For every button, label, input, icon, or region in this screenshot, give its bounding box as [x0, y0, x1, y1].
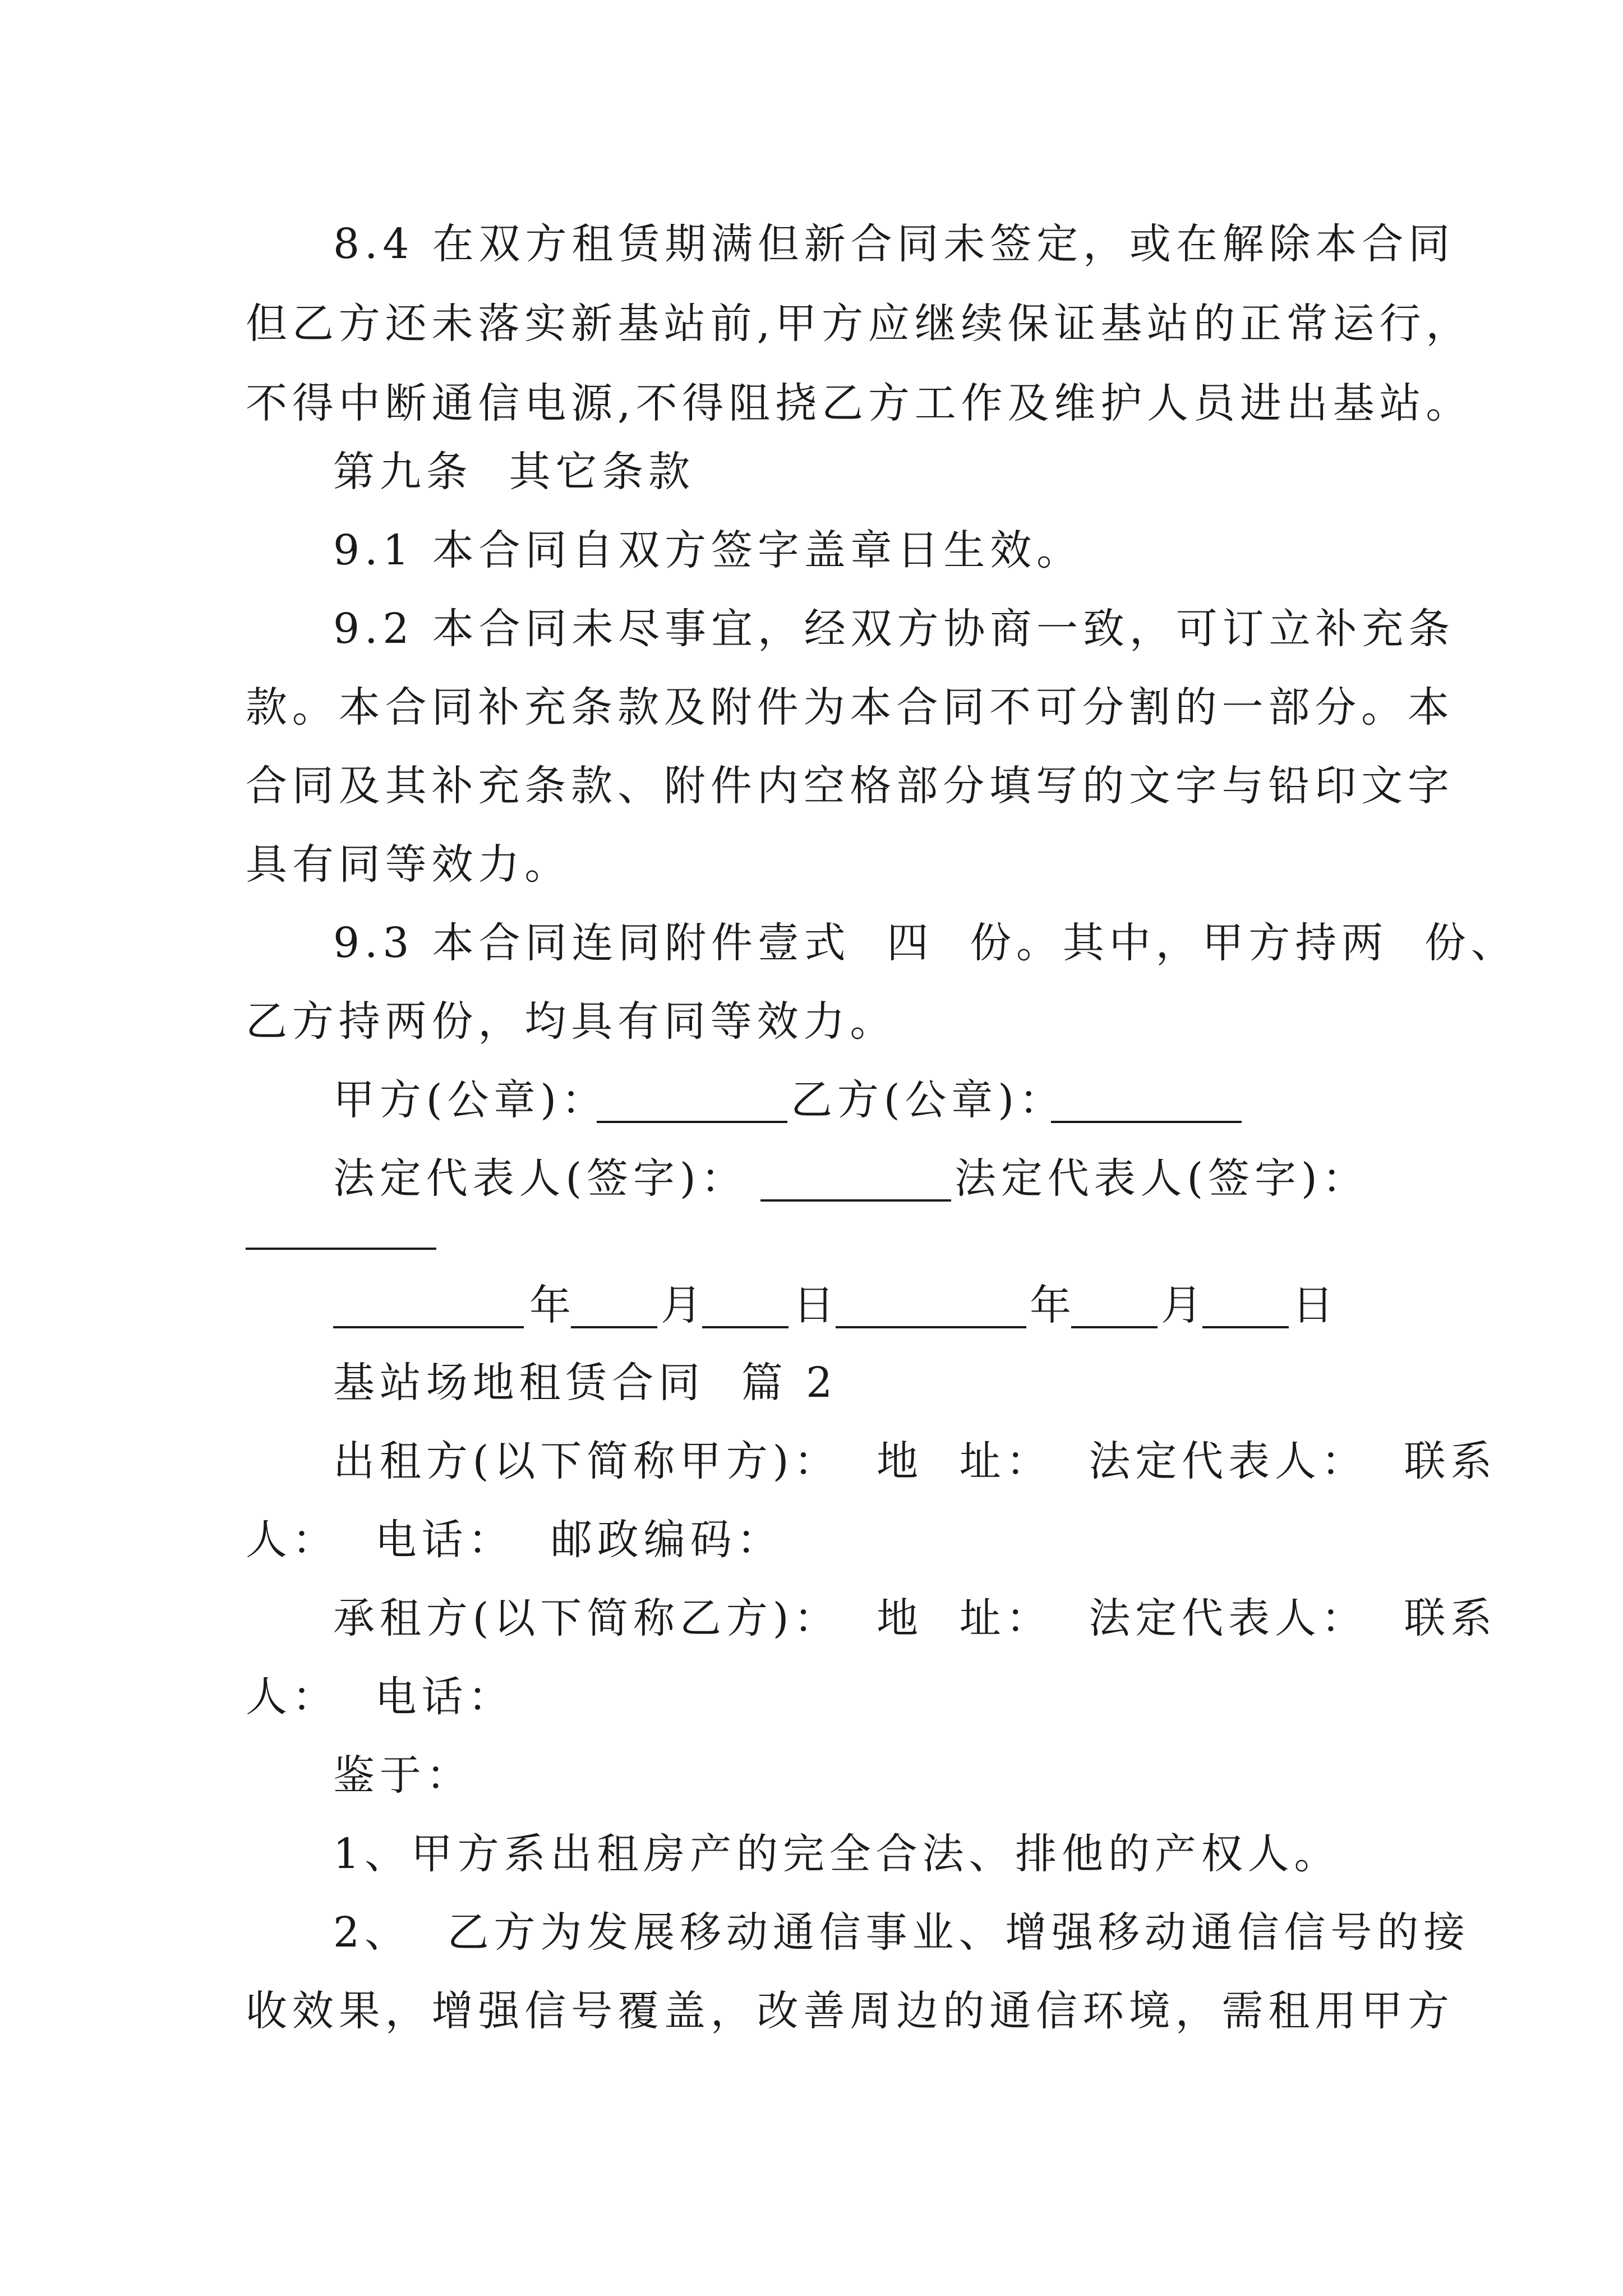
clause-9-2-line-2: 款。本合同补充条款及附件为本合同不可分割的一部分。本: [246, 683, 1454, 731]
date-b-day-blank: [1202, 1326, 1289, 1328]
legal-rep-b-label: 法定代表人(签字)：: [955, 1154, 1369, 1203]
clause-9-3-line-2: 乙方持两份，均具有同等效力。: [246, 997, 897, 1046]
date-a-month-blank: [571, 1326, 657, 1328]
date-a-year-label: 年: [529, 1281, 576, 1329]
clause-9-1: 9.1 本合同自双方签字盖章日生效。: [333, 526, 1083, 574]
date-b-year-label: 年: [1030, 1281, 1076, 1329]
party-b-seal-blank: [1051, 1121, 1242, 1123]
party-a-seal-blank: [597, 1121, 787, 1123]
legal-rep-a-label: 法定代表人(签字)：: [333, 1154, 748, 1203]
article-9-heading: 第九条 其它条款: [333, 448, 695, 496]
clause-8-4-line-1: 8.4 在双方租赁期满但新合同未签定，或在解除本合同: [333, 220, 1455, 268]
whereas-item-2-line-1: 2、 乙方为发展移动通信事业、增强移动通信信号的接: [333, 1908, 1470, 1957]
date-b-day-label: 日: [1292, 1281, 1339, 1329]
party-b-seal-label: 乙方(公章)：: [791, 1076, 1066, 1124]
whereas-heading: 鉴于：: [333, 1751, 473, 1800]
lessor-line-2: 人： 电话： 邮政编码：: [246, 1516, 783, 1564]
date-b-month-label: 月: [1161, 1281, 1207, 1329]
lessee-line-2: 人： 电话：: [246, 1673, 515, 1721]
whereas-item-1: 1、甲方系出租房产的完全合法、排他的产权人。: [333, 1830, 1341, 1878]
lessee-line-1: 承租方(以下简称乙方)： 地 址： 法定代表人： 联系: [333, 1594, 1497, 1642]
date-b-year-blank: [836, 1326, 1026, 1328]
clause-9-3-line-1: 9.3 本合同连同附件壹式 四 份。其中，甲方持两 份、: [333, 919, 1518, 967]
date-a-day-blank: [702, 1326, 789, 1328]
legal-rep-b-blank: [246, 1248, 436, 1250]
legal-rep-a-blank: [760, 1199, 951, 1202]
date-a-month-label: 月: [661, 1281, 707, 1329]
clause-8-4-line-3: 不得中断通信电源,不得阻挠乙方工作及维护人员进出基站。: [246, 379, 1473, 427]
clause-9-2-line-1: 9.2 本合同未尽事宜，经双方协商一致，可订立补充条: [333, 605, 1455, 653]
date-a-day-label: 日: [793, 1281, 840, 1329]
whereas-item-2-line-2: 收效果，增强信号覆盖，改善周边的通信环境，需租用甲方: [246, 1987, 1454, 2035]
clause-9-2-line-4: 具有同等效力。: [246, 840, 571, 889]
party-a-seal-label: 甲方(公章)：: [333, 1076, 608, 1124]
section-2-title: 基站场地租赁合同 篇 2: [333, 1359, 838, 1407]
clause-9-2-line-3: 合同及其补充条款、附件内空格部分填写的文字与铅印文字: [246, 762, 1454, 810]
clause-8-4-line-2: 但乙方还未落实新基站前,甲方应继续保证基站的正常运行，: [246, 300, 1473, 348]
lessor-line-1: 出租方(以下简称甲方)： 地 址： 法定代表人： 联系: [333, 1437, 1497, 1485]
date-b-month-blank: [1071, 1326, 1158, 1328]
date-a-year-blank: [333, 1326, 524, 1328]
